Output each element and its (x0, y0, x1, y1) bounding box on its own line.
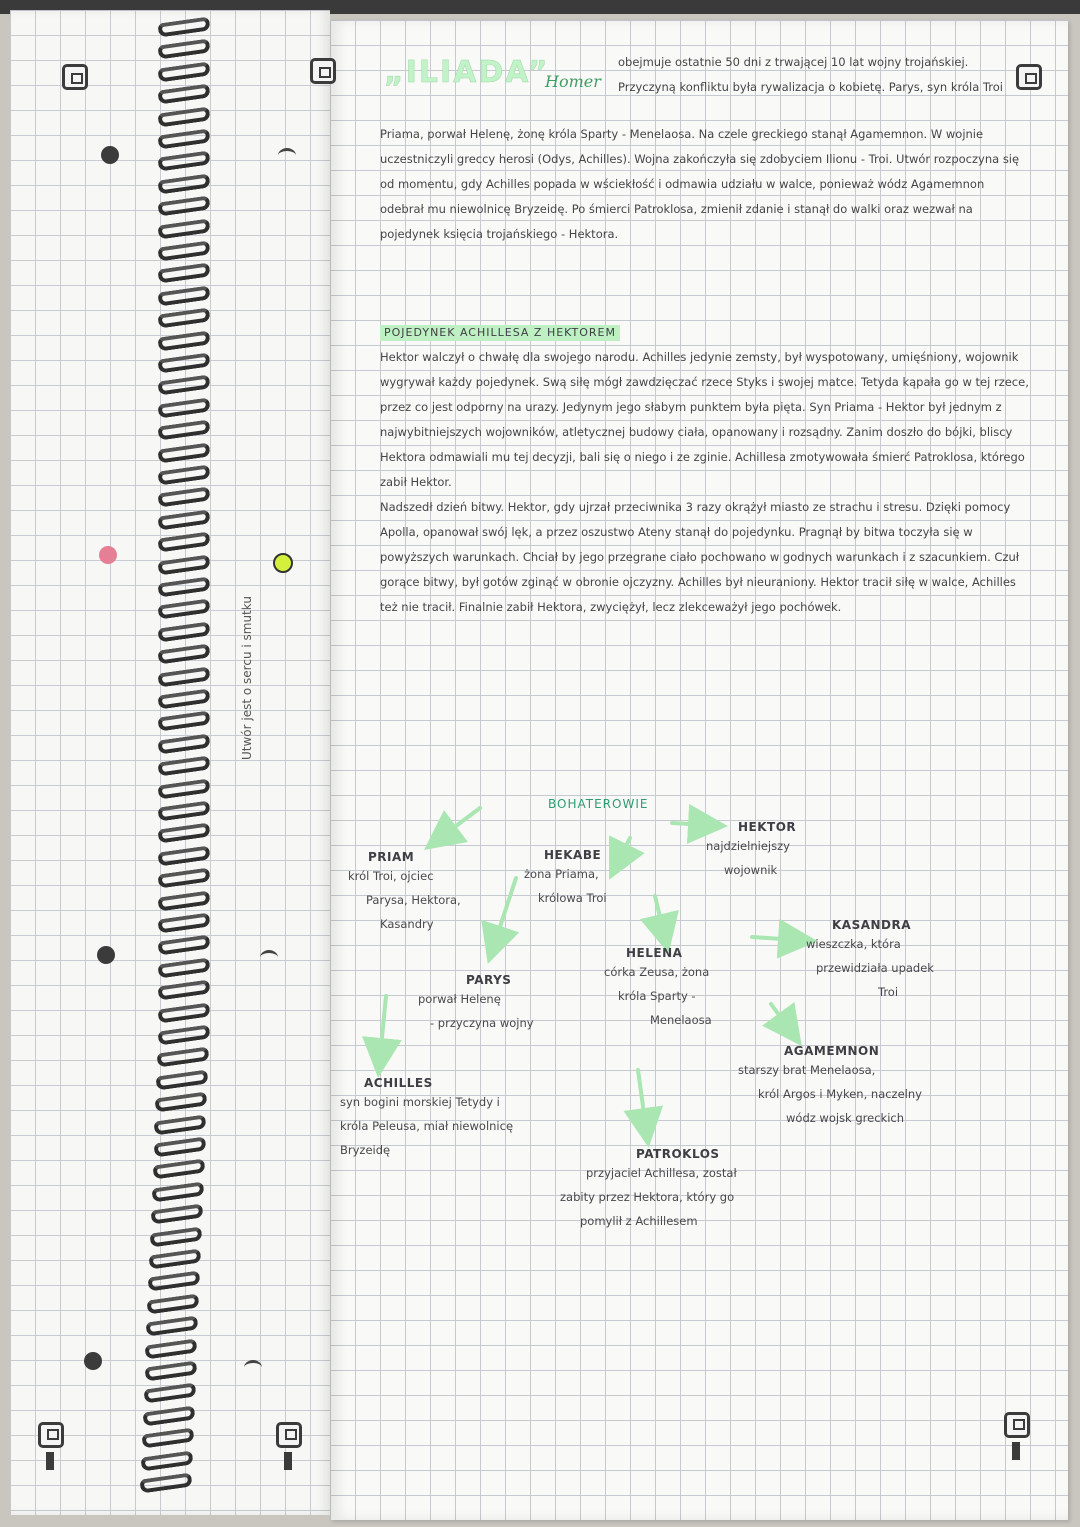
spiral-coil (157, 532, 210, 553)
spiral-coil (157, 330, 210, 351)
punch-hole-arc (244, 1360, 262, 1375)
spiral-coil (157, 285, 210, 306)
spiral-coil (157, 1002, 210, 1023)
spiral-coil (157, 173, 210, 194)
spiral-coil (157, 800, 210, 821)
character-desc: wojownik (724, 863, 778, 877)
spiral-coil (157, 61, 210, 82)
character-desc: pomylił z Achillesem (580, 1214, 698, 1228)
character-name: HEKABE (544, 848, 602, 862)
spiral-coil (157, 464, 210, 485)
punch-hole-arc (278, 148, 296, 163)
page-corner-icon (310, 58, 336, 84)
spiral-coil (157, 1024, 210, 1045)
spiral-coil (157, 711, 210, 732)
character-agamemnon (738, 1044, 922, 1130)
spiral-coil (157, 196, 210, 217)
spiral-coil (157, 890, 210, 911)
spiral-coil (145, 1338, 198, 1359)
character-hektor (706, 820, 796, 882)
punch-hole-yellow (273, 553, 293, 573)
spiral-coil (157, 16, 210, 37)
punch-hole (97, 946, 115, 964)
character-name: PARYS (466, 973, 512, 987)
spiral-coil (157, 308, 210, 329)
punch-hole-pink (99, 546, 117, 564)
spiral-binding (140, 14, 230, 1509)
character-parys (418, 973, 534, 1035)
spiral-coil (141, 1428, 194, 1449)
spiral-coil (157, 39, 210, 60)
character-priam (348, 850, 461, 936)
character-desc: - przyczyna wojny (430, 1016, 534, 1030)
spiral-coil (157, 845, 210, 866)
character-name: HEKTOR (738, 820, 797, 834)
spiral-coil (157, 151, 210, 172)
character-desc: najdzielniejszy (706, 839, 790, 853)
spiral-coil (157, 352, 210, 373)
spiral-coil (157, 554, 210, 575)
punch-hole (84, 1352, 102, 1370)
spiral-coil (149, 1226, 202, 1247)
page-title: „ILIADA” (384, 55, 550, 90)
spiral-coil (157, 84, 210, 105)
character-desc: córka Zeusa, żona (604, 965, 710, 979)
punch-hole-arc (260, 950, 278, 965)
character-desc: Menelaosa (650, 1013, 712, 1027)
spiral-coil (157, 128, 210, 149)
spiral-coil (157, 756, 210, 777)
spiral-coil (157, 912, 210, 933)
page-corner-bar (46, 1452, 54, 1470)
character-hekabe (524, 848, 607, 910)
character-desc: przewidziała upadek (816, 961, 934, 975)
spiral-coil (157, 621, 210, 642)
character-desc: króla Peleusa, miał niewolnicę (340, 1119, 514, 1133)
spiral-coil (157, 420, 210, 441)
spiral-coil (157, 980, 210, 1001)
section-body (380, 345, 1030, 620)
spiral-coil (157, 644, 210, 665)
spiral-coil (143, 1383, 196, 1404)
spiral-coil (152, 1159, 205, 1180)
character-desc: wódz wojsk greckich (786, 1111, 905, 1125)
spiral-coil (157, 240, 210, 261)
character-helena (604, 946, 712, 1032)
character-desc: Bryzeidę (340, 1143, 391, 1157)
spiral-coil (157, 576, 210, 597)
character-patroklos (560, 1147, 737, 1233)
spiral-coil (139, 1472, 192, 1493)
spiral-coil (157, 599, 210, 620)
spiral-coil (157, 487, 210, 508)
character-desc: zabity przez Hektora, który go (560, 1190, 735, 1204)
character-desc: syn bogini morskiej Tetydy i (340, 1095, 500, 1109)
spiral-coil (157, 778, 210, 799)
page-corner-icon (1016, 64, 1042, 90)
spiral-coil (151, 1181, 204, 1202)
character-desc: Troi (878, 985, 899, 999)
diagram-title: BOHATEROWIE (548, 797, 649, 811)
character-desc: starszy brat Menelaosa, (738, 1063, 876, 1077)
character-desc: Parysa, Hektora, (366, 893, 461, 907)
spiral-coil (146, 1293, 199, 1314)
section-paragraph: Hektor walczył o chwałę dla swojego narodu. Achilles jedynie zemsty, był wyspotowany, umięśniony, wojownik wygrywał każdy pojedynek. Swą siłę mógł zawdzięczać rzece Styks i swojej matce. Tetyda kąpała go w tej rzece, przez co jest odporny na urazy. Jedynym jego słabym punktem była pięta. Syn Priama - Hektor był jednym z najwybitniejszych wojowników, atletycznej budowy ciała, opanowany i rozsądny. Zanim doszło do bójki, bliscy Hektora odmawiali mu tej decyzji, bali się o niego i ze zginie. Achillesa zmotywowała śmierć Patroklosa, którego zabił Hektor. (380, 350, 1029, 489)
character-name: KASANDRA (832, 918, 912, 932)
spiral-coil (144, 1360, 197, 1381)
spiral-coil (148, 1248, 201, 1269)
margin-note: Utwór jest o sercu i smutku (240, 596, 254, 760)
spiral-coil (157, 509, 210, 530)
page-corner-icon (1004, 1412, 1030, 1438)
author-name: Homer (545, 72, 601, 91)
spiral-coil (157, 868, 210, 889)
spiral-coil (157, 733, 210, 754)
spiral-coil (154, 1114, 207, 1135)
spiral-coil (157, 823, 210, 844)
page-corner-icon (276, 1422, 302, 1448)
spiral-coil (140, 1450, 193, 1471)
spiral-coil (157, 957, 210, 978)
spiral-coil (147, 1271, 200, 1292)
character-desc: żona Priama, (524, 867, 599, 881)
character-desc: król Argos i Myken, naczelny (758, 1087, 922, 1101)
spiral-coil (157, 442, 210, 463)
spiral-coil (157, 263, 210, 284)
intro-paragraph: Priama, porwał Helenę, żonę króla Sparty - Menelaosa. Na czele greckiego stanął Agamemnon. W wojnie uczestniczyli greccy herosi (Odys, Achilles). Wojna zakończyła się zdobyciem Ilionu - Troi. Utwór rozpoczyna się od momentu, gdy Achilles popada w wściekłość i odmawia udziału w walce, ponieważ wódz Agamemnon odebrał mu niewolnicę Bryzeidę. Po śmierci Patroklosa, zmienił zdanie i stanął do walki oraz wezwał na pojedynek księcia trojańskiego - Hektora. (380, 127, 1020, 241)
page-corner-bar (1012, 1442, 1020, 1460)
character-name: HELENA (626, 946, 683, 960)
character-desc: Kasandry (380, 917, 434, 931)
spiral-coil (150, 1204, 203, 1225)
character-achilles (340, 1076, 513, 1162)
intro-paragraph-first: obejmuje ostatnie 50 dni z trwającej 10 lat wojny trojańskiej. Przyczyną konfliktu była rywalizacja o kobietę. Parys, syn króla Troi (618, 55, 1003, 94)
section-heading: POJEDYNEK ACHILLESA Z HEKTOREM (380, 325, 620, 341)
character-desc: wieszczka, która (806, 937, 901, 951)
spiral-coil (157, 688, 210, 709)
character-name: PRIAM (368, 850, 415, 864)
page-corner-icon (62, 64, 88, 90)
character-name: ACHILLES (364, 1076, 433, 1090)
character-desc: królowa Troi (538, 891, 607, 905)
character-name: AGAMEMNON (784, 1044, 880, 1058)
spiral-coil (153, 1136, 206, 1157)
spiral-coil (157, 218, 210, 239)
character-desc: król Troi, ojciec (348, 869, 434, 883)
spiral-coil (156, 1047, 209, 1068)
spiral-coil (157, 935, 210, 956)
spiral-coil (142, 1405, 195, 1426)
character-desc: porwał Helenę (418, 992, 501, 1006)
spiral-coil (155, 1069, 208, 1090)
character-kasandra (806, 918, 934, 1004)
spiral-coil (157, 106, 210, 127)
spiral-coil (146, 1316, 199, 1337)
character-desc: króla Sparty - (618, 989, 696, 1003)
character-name: PATROKLOS (636, 1147, 720, 1161)
page-corner-icon (38, 1422, 64, 1448)
spiral-coil (157, 375, 210, 396)
character-desc: przyjaciel Achillesa, został (586, 1166, 737, 1180)
spiral-coil (155, 1092, 208, 1113)
spiral-coil (157, 666, 210, 687)
punch-hole (101, 146, 119, 164)
page-corner-bar (284, 1452, 292, 1470)
spiral-coil (157, 397, 210, 418)
section-paragraph: Nadszedł dzień bitwy. Hektor, gdy ujrzał przeciwnika 3 razy okrążył miasto ze strachu i stresu. Dzięki pomocy Apolla, opanował swój lęk, a przez oszustwo Ateny stanął do pojedynku. Pragnął by bitwa toczyła się w powyższych warunkach. Chciał by jego przegrane ciało pochowano w godnych warunkach i z szacunkiem. Czuł gorące bitwy, był gotów zginąć w obronie ojczyzny. Achilles był nieuraniony. Hektor tracił siłę w walce, Achilles też nie tracił. Finalnie zabił Hektora, zwyciężył, lecz zlekceważył jego pochówek. (380, 500, 1020, 614)
